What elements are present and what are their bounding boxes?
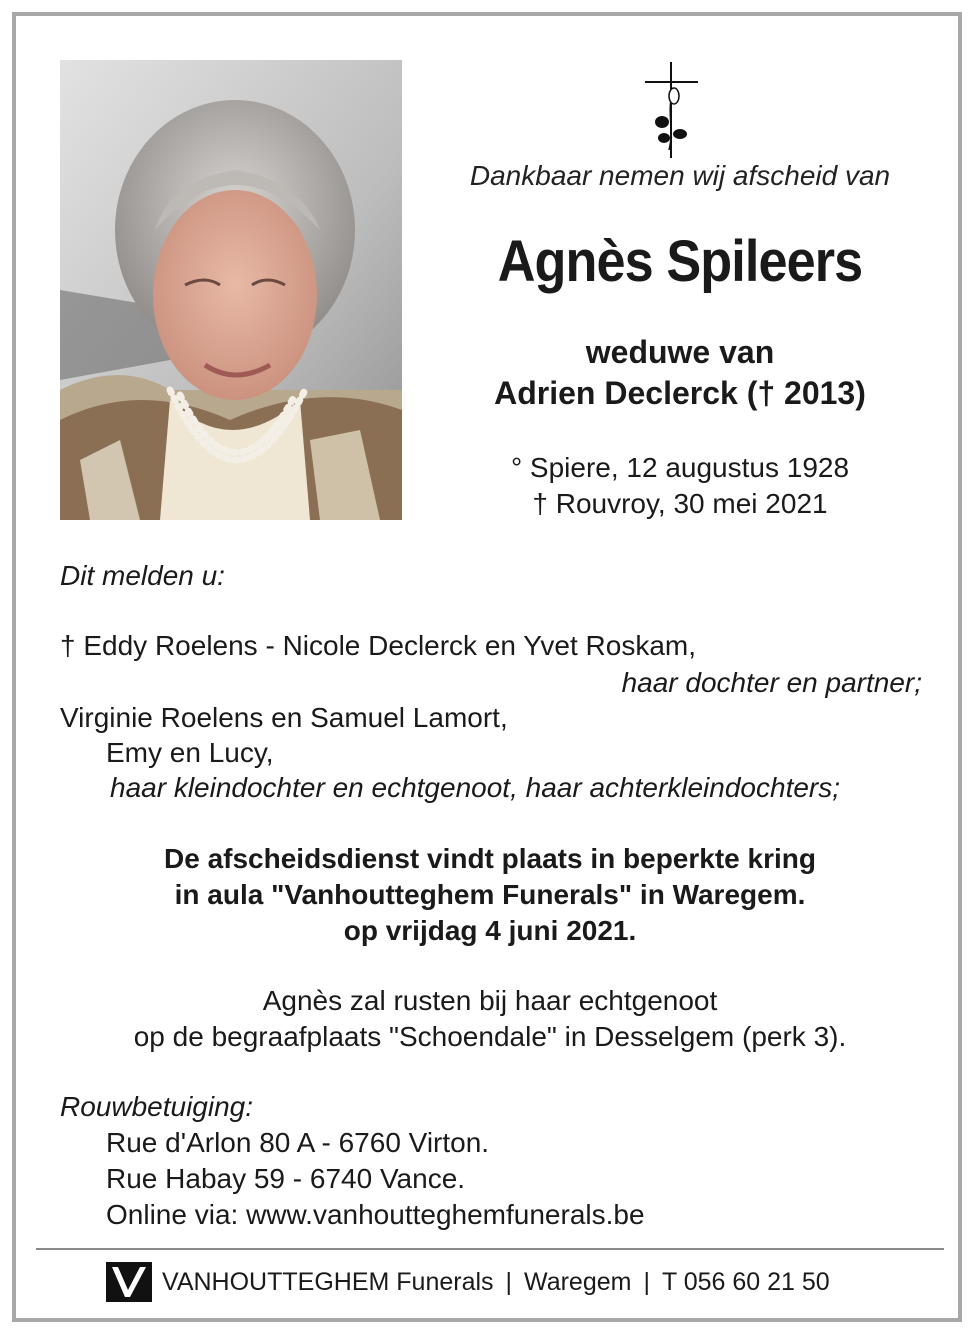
vanhoutteghem-logo-icon xyxy=(106,1262,152,1302)
announce-label: Dit melden u: xyxy=(60,560,225,591)
footer-separator-1: | xyxy=(505,1267,513,1296)
footer-company: VANHOUTTEGHEM Funerals xyxy=(162,1267,494,1296)
intro-text: Dankbaar nemen wij afscheid van xyxy=(469,160,891,191)
family-line-3: Emy en Lucy, xyxy=(106,737,274,768)
footer-divider xyxy=(36,1248,944,1250)
birth-line: ° Spiere, 12 augustus 1928 xyxy=(510,452,850,483)
condolences-address-2: Rue Habay 59 - 6740 Vance. xyxy=(106,1163,466,1194)
footer-city: Waregem xyxy=(524,1267,632,1296)
portrait-photo xyxy=(60,60,402,520)
spouse-name: Adrien Declerck († 2013) xyxy=(494,375,866,411)
service-line-3: op vrijdag 4 juni 2021. xyxy=(343,915,637,946)
service-line-1: De afscheidsdienst vindt plaats in beperkte kring xyxy=(164,843,816,874)
condolences-title: Rouwbetuiging: xyxy=(60,1091,254,1122)
widow-label: weduwe van xyxy=(585,334,775,370)
death-line: † Rouvroy, 30 mei 2021 xyxy=(532,488,828,519)
family-line-2: Virginie Roelens en Samuel Lamort, xyxy=(60,702,508,733)
family-relation-3: haar kleindochter en echtgenoot, haar achterkleindochters; xyxy=(110,772,841,803)
footer-separator-2: | xyxy=(643,1267,650,1296)
family-relation-1: haar dochter en partner; xyxy=(621,667,922,698)
deceased-name: Agnès Spileers xyxy=(497,229,863,294)
cross-rose-icon xyxy=(640,60,702,160)
service-line-2: in aula "Vanhoutteghem Funerals" in Waregem. xyxy=(174,879,806,910)
burial-line-2: op de begraafplaats "Schoendale" in Desselgem (perk 3). xyxy=(133,1021,847,1052)
footer-phone[interactable]: T 056 60 21 50 xyxy=(661,1267,830,1296)
condolences-online[interactable]: Online via: www.vanhoutteghemfunerals.be xyxy=(106,1199,645,1230)
burial-line-1: Agnès zal rusten bij haar echtgenoot xyxy=(262,985,718,1016)
footer xyxy=(106,1262,830,1302)
condolences-address-1: Rue d'Arlon 80 A - 6760 Virton. xyxy=(106,1127,490,1158)
family-line-1: † Eddy Roelens - Nicole Declerck en Yvet Roskam, xyxy=(60,630,696,661)
